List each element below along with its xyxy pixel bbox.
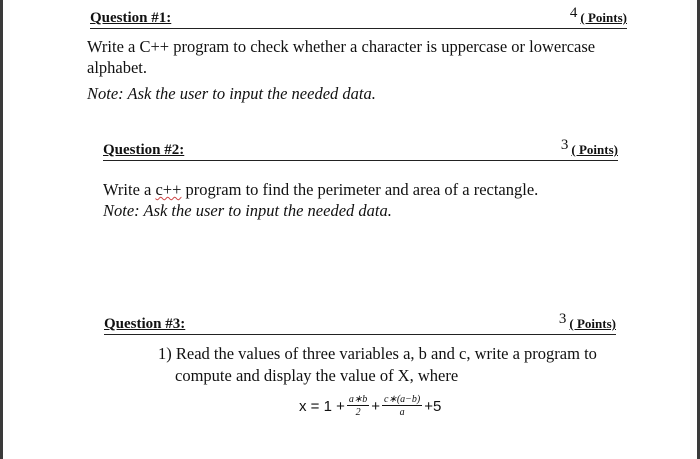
- question-2-points-value: 3: [560, 137, 569, 153]
- question-3-points-value: 3: [558, 311, 567, 327]
- question-2-body-suffix: program to find the perimeter and area of a rectangle.: [181, 180, 539, 199]
- question-1-label: Question #1:: [90, 10, 172, 26]
- question-2-note: Note: Ask the user to input the needed data.: [103, 201, 392, 220]
- question-1-note: Note: Ask the user to input the needed data.: [87, 84, 376, 103]
- formula-fraction-1: [347, 394, 369, 418]
- question-3-line-1: 1) Read the values of three variables a, b and c, write a program to: [158, 344, 597, 363]
- question-3-header: [104, 311, 616, 335]
- question-2-points-label: ( Points): [571, 142, 618, 157]
- question-3-points-label: ( Points): [569, 316, 616, 331]
- question-1-points-label: ( Points): [580, 10, 627, 25]
- page-left-border: [0, 0, 3, 459]
- formula-fraction-2: [382, 394, 422, 418]
- question-1-points-value: 4: [569, 5, 578, 21]
- formula-fraction-2-denominator: a: [399, 407, 405, 418]
- question-2-cpp-spellcheck: c++: [155, 180, 182, 199]
- question-2-points: [560, 137, 618, 159]
- question-3-points: [558, 311, 616, 333]
- question-1-points: [569, 5, 627, 27]
- formula-plus: +: [371, 397, 381, 415]
- formula-fraction-1-denominator: 2: [355, 407, 361, 418]
- question-3-formula: [299, 388, 441, 424]
- formula-fraction-2-numerator: c∗(a−b): [384, 394, 421, 405]
- question-1-header: [90, 5, 627, 29]
- formula-lhs: x = 1 +: [299, 397, 345, 415]
- formula-fraction-1-numerator: a∗b: [348, 394, 368, 405]
- question-2-body: [103, 179, 538, 200]
- question-3-line-2: compute and display the value of X, where: [175, 366, 459, 385]
- question-2-body-prefix: Write a: [103, 180, 156, 199]
- question-2-label: Question #2:: [103, 142, 185, 158]
- formula-tail: +5: [424, 397, 442, 415]
- question-3-label: Question #3:: [104, 316, 186, 332]
- question-1-body: Write a C++ program to check whether a character is uppercase or lowercase alphabet.: [87, 37, 596, 77]
- question-2-header: [103, 137, 618, 161]
